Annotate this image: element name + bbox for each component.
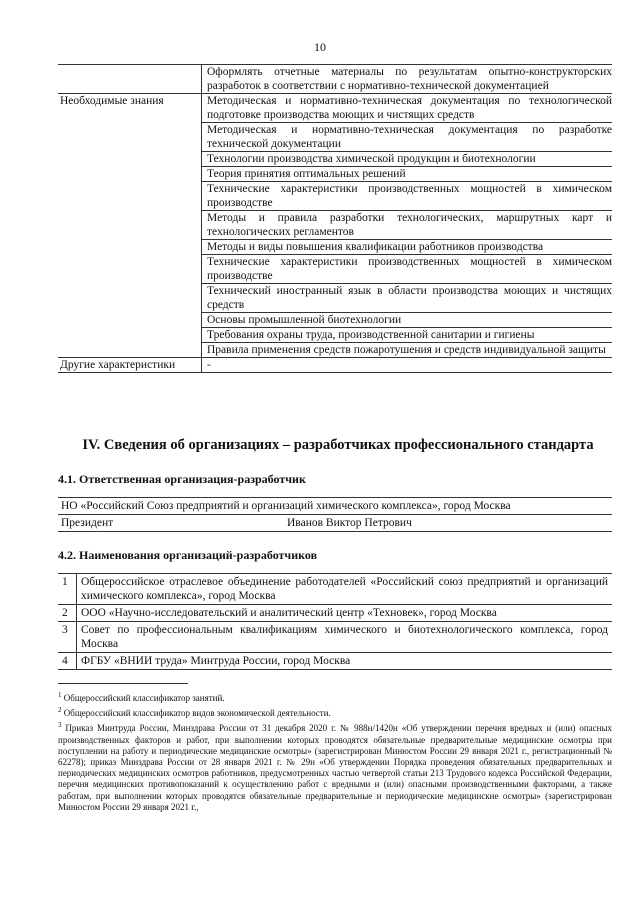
page-number: 10: [314, 40, 326, 54]
developer-name: Общероссийское отраслевое объединение работодателей «Российский союз предприятий и организаций химического комплекса», город Москва: [77, 574, 613, 605]
row-label: [58, 284, 202, 313]
table-row: [58, 65, 612, 94]
developer-number: 3: [58, 622, 77, 653]
row-label: [58, 123, 202, 152]
row-text: Технологии производства химической продукции и биотехнологии: [202, 152, 613, 167]
row-label: [58, 313, 202, 328]
table-row: [58, 328, 612, 343]
table-row-other: [58, 358, 612, 373]
table-row: [58, 313, 612, 328]
row-label: [58, 343, 202, 358]
developer-number: 1: [58, 574, 77, 605]
responsible-position: Президент: [58, 515, 284, 532]
row-label: [58, 211, 202, 240]
table-row: [58, 167, 612, 182]
row-text: Теория принятия оптимальных решений: [202, 167, 613, 182]
row-label: [58, 255, 202, 284]
footnotes: [58, 690, 612, 814]
table-row: [58, 182, 612, 211]
row-text: Технические характеристики производственных мощностей в химическом производстве: [202, 182, 613, 211]
developer-name: ФГБУ «ВНИИ труда» Минтруда России, город Москва: [77, 653, 613, 670]
row-text: Методическая и нормативно-техническая документация по разработке технической документации: [202, 123, 613, 152]
row-label: [58, 240, 202, 255]
developer-name: ООО «Научно-исследовательский и аналитический центр «Техновек», город Москва: [77, 605, 613, 622]
table-row: [58, 123, 612, 152]
developers-heading: 4.2. Наименования организаций-разработчиков: [58, 548, 318, 562]
table-row: [58, 605, 612, 622]
row-text: Методическая и нормативно-техническая документация по технологической подготовке производства моющих и чистящих средств: [202, 94, 613, 123]
row-text: Методы и правила разработки технологических, маршрутных карт и технологических регламентов: [202, 211, 613, 240]
row-label: [58, 167, 202, 182]
footnote-mark: 1: [58, 691, 62, 699]
row-text: Правила применения средств пожаротушения и средств индивидуальной защиты: [202, 343, 613, 358]
other-characteristics-label: Другие характеристики: [58, 358, 202, 373]
table-row: [58, 240, 612, 255]
responsible-org-name: НО «Российский Союз предприятий и организаций химического комплекса», город Москва: [58, 498, 612, 515]
table-row: [58, 515, 612, 532]
row-text: Оформлять отчетные материалы по результатам опытно-конструкторских разработок в соответствии с нормативно-технической документацией: [202, 65, 613, 94]
table-row: [58, 622, 612, 653]
responsible-org-table: [58, 497, 612, 532]
developer-name: Совет по профессиональным квалификациям химического и биотехнологического комплекса, город Москва: [77, 622, 613, 653]
table-row: [58, 211, 612, 240]
row-text: Методы и виды повышения квалификации работников производства: [202, 240, 613, 255]
row-label: [58, 152, 202, 167]
row-label: [58, 65, 202, 94]
table-row: [58, 653, 612, 670]
requirements-table: [58, 64, 612, 373]
table-row: [58, 574, 612, 605]
row-label: [58, 182, 202, 211]
table-row: [58, 343, 612, 358]
section-heading: IV. Сведения об организациях – разработчиках профессионального стандарта: [82, 437, 594, 453]
table-row: [58, 284, 612, 313]
table-row: [58, 152, 612, 167]
footnote: [58, 720, 612, 813]
table-row: [58, 255, 612, 284]
responsible-org-heading: 4.1. Ответственная организация-разработчик: [58, 472, 306, 486]
table-row: [58, 94, 612, 123]
table-row: [58, 498, 612, 515]
responsible-person: Иванов Виктор Петрович: [284, 515, 612, 532]
footnote-text: Общероссийский классификатор занятий.: [61, 693, 225, 703]
footnote-divider: [58, 683, 188, 684]
row-label: [58, 328, 202, 343]
footnote-text: Общероссийский классификатор видов экономической деятельности.: [61, 708, 331, 719]
footnote-text: Приказ Минтруда России, Минздрава России от 31 декабря 2020 г. № 988н/1420н «Об утверждении перечня вредных и (или) опасных производственных факторов и работ, при выполнении которых проводятся обязательные предварительные медицинские осмотры при поступлении на работу и периодические медицинские осмотры» (зарегистрирован Минюстом России 29 января 2021 г., регистрационный № 62278); приказ Минздрава России от 28 января 2021 г. № 29н «Об утверждении Порядка проведения обязательных предварительных и периодических медицинских осмотров работников, предусмотренных частью четвертой статьи 213 Трудового кодекса Российской Федерации, перечня медицинских противопоказаний к осуществлению работ с вредными и (или) опасными производственными факторами, а также работам, при выполнении которых проводятся обязательные предварительные и периодические медицинские осмотры» (зарегистрирован Минюстом России 29 января 2021 г.,: [58, 723, 612, 812]
row-text: Технический иностранный язык в области производства моющих и чистящих средств: [202, 284, 613, 313]
row-text: Технические характеристики производственных мощностей в химическом производстве: [202, 255, 613, 284]
footnote: [58, 690, 612, 704]
row-text: Основы промышленной биотехнологии: [202, 313, 613, 328]
row-text: Требования охраны труда, производственной санитарии и гигиены: [202, 328, 613, 343]
other-characteristics-value: -: [202, 358, 613, 373]
developer-number: 2: [58, 605, 77, 622]
footnote: [58, 705, 612, 719]
footnote-mark: 3: [58, 721, 62, 730]
developers-table: [58, 573, 612, 670]
row-label: Необходимые знания: [58, 94, 202, 123]
developer-number: 4: [58, 653, 77, 670]
footnote-mark: 2: [58, 706, 62, 715]
